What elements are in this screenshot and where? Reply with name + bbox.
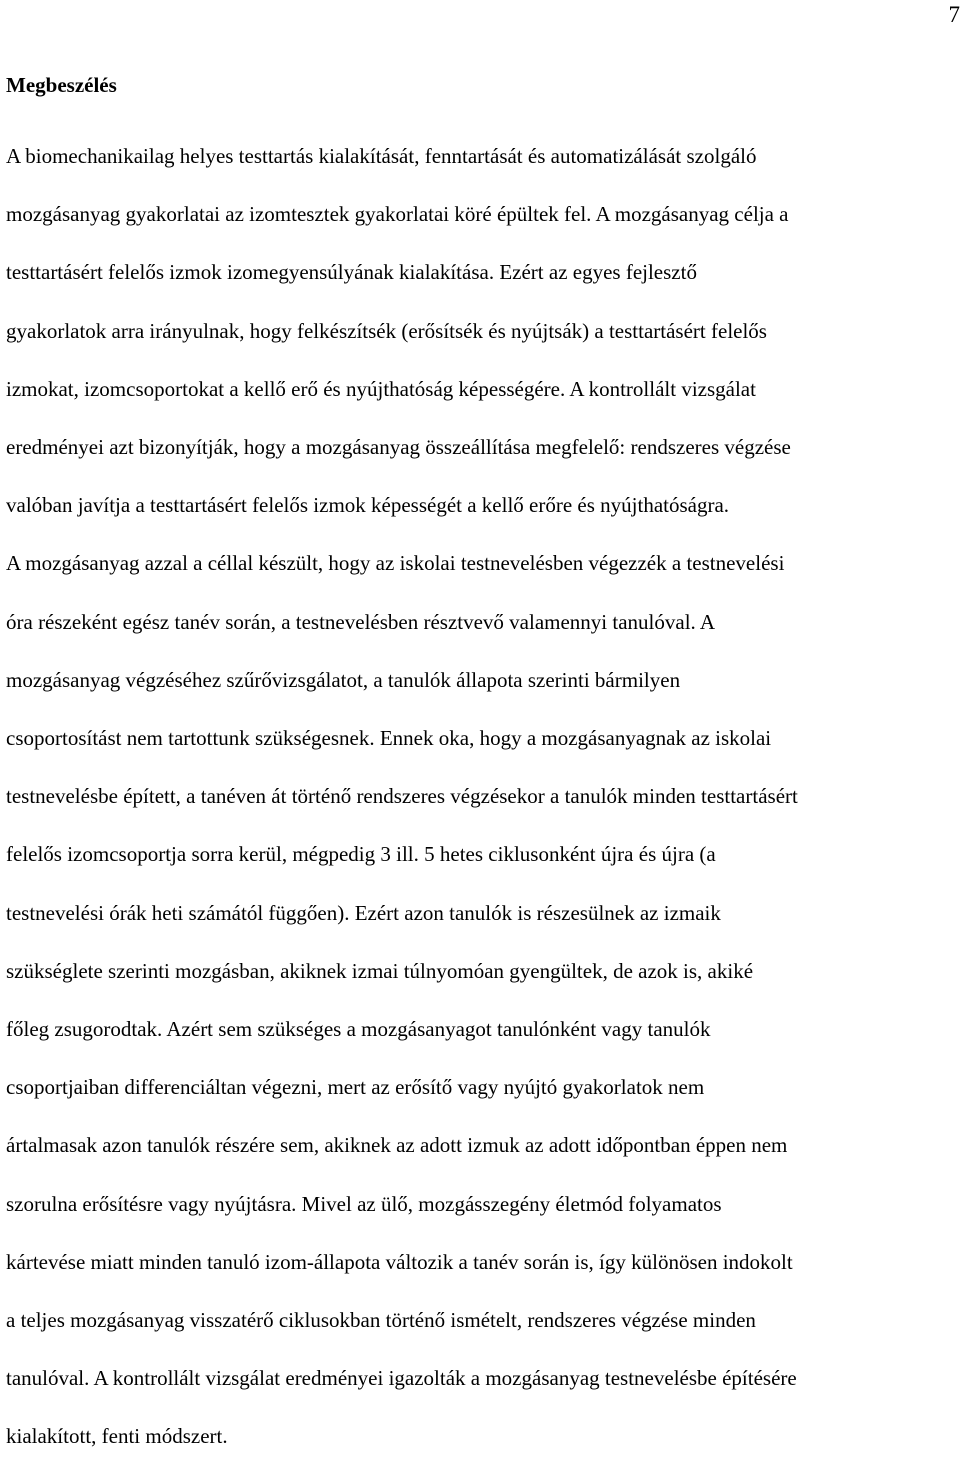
text-line: tanulóval. A kontrollált vizsgálat eredményei igazolták a mozgásanyag testnevelésbe építésére [6, 1349, 958, 1407]
text-line: A mozgásanyag azzal a céllal készült, hogy az iskolai testnevelésben végezzék a testnevelési [6, 534, 958, 592]
text-line: testnevelésbe épített, a tanéven át történő rendszeres végzésekor a tanulók minden testtartásért [6, 767, 958, 825]
text-line: eredményei azt bizonyítják, hogy a mozgásanyag összeállítása megfelelő: rendszeres végzése [6, 418, 958, 476]
text-line: csoportosítást nem tartottunk szükségesnek. Ennek oka, hogy a mozgásanyagnak az iskolai [6, 709, 958, 767]
text-line: kártevése miatt minden tanuló izom-állapota változik a tanév során is, így különösen indokolt [6, 1233, 958, 1291]
text-line: A biomechanikailag helyes testtartás kialakítását, fenntartását és automatizálását szolgáló [6, 127, 958, 185]
section-heading: Megbeszélés [6, 70, 117, 100]
text-line: izmokat, izomcsoportokat a kellő erő és nyújthatóság képességére. A kontrollált vizsgálat [6, 360, 958, 418]
text-line: csoportjaiban differenciáltan végezni, mert az erősítő vagy nyújtó gyakorlatok nem [6, 1058, 958, 1116]
text-line: a teljes mozgásanyag visszatérő ciklusokban történő ismételt, rendszeres végzése minden [6, 1291, 958, 1349]
text-line: mozgásanyag végzéséhez szűrővizsgálatot, a tanulók állapota szerinti bármilyen [6, 651, 958, 709]
text-line: valóban javítja a testtartásért felelős izmok képességét a kellő erőre és nyújthatóságra. [6, 476, 958, 534]
text-line: mozgásanyag gyakorlatai az izomtesztek gyakorlatai köré épültek fel. A mozgásanyag célja a [6, 185, 958, 243]
text-line: szorulna erősítésre vagy nyújtásra. Mivel az ülő, mozgásszegény életmód folyamatos [6, 1175, 958, 1233]
text-line: gyakorlatok arra irányulnak, hogy felkészítsék (erősítsék és nyújtsák) a testtartásért felelős [6, 302, 958, 360]
text-line: testnevelési órák heti számától függően). Ezért azon tanulók is részesülnek az izmaik [6, 884, 958, 942]
text-line: főleg zsugorodtak. Azért sem szükséges a mozgásanyagot tanulónként vagy tanulók [6, 1000, 958, 1058]
page-number: 7 [949, 0, 960, 30]
text-line: kialakított, fenti módszert. [6, 1407, 958, 1465]
body-paragraph [6, 127, 958, 1466]
text-line: felelős izomcsoportja sorra kerül, mégpedig 3 ill. 5 hetes ciklusonként újra és újra (a [6, 825, 958, 883]
text-line: ártalmasak azon tanulók részére sem, akiknek az adott izmuk az adott időpontban éppen nem [6, 1116, 958, 1174]
text-line: szükséglete szerinti mozgásban, akiknek izmai túlnyomóan gyengültek, de azok is, akiké [6, 942, 958, 1000]
text-line: testtartásért felelős izmok izomegyensúlyának kialakítása. Ezért az egyes fejlesztő [6, 243, 958, 301]
text-line: óra részeként egész tanév során, a testnevelésben résztvevő valamennyi tanulóval. A [6, 593, 958, 651]
